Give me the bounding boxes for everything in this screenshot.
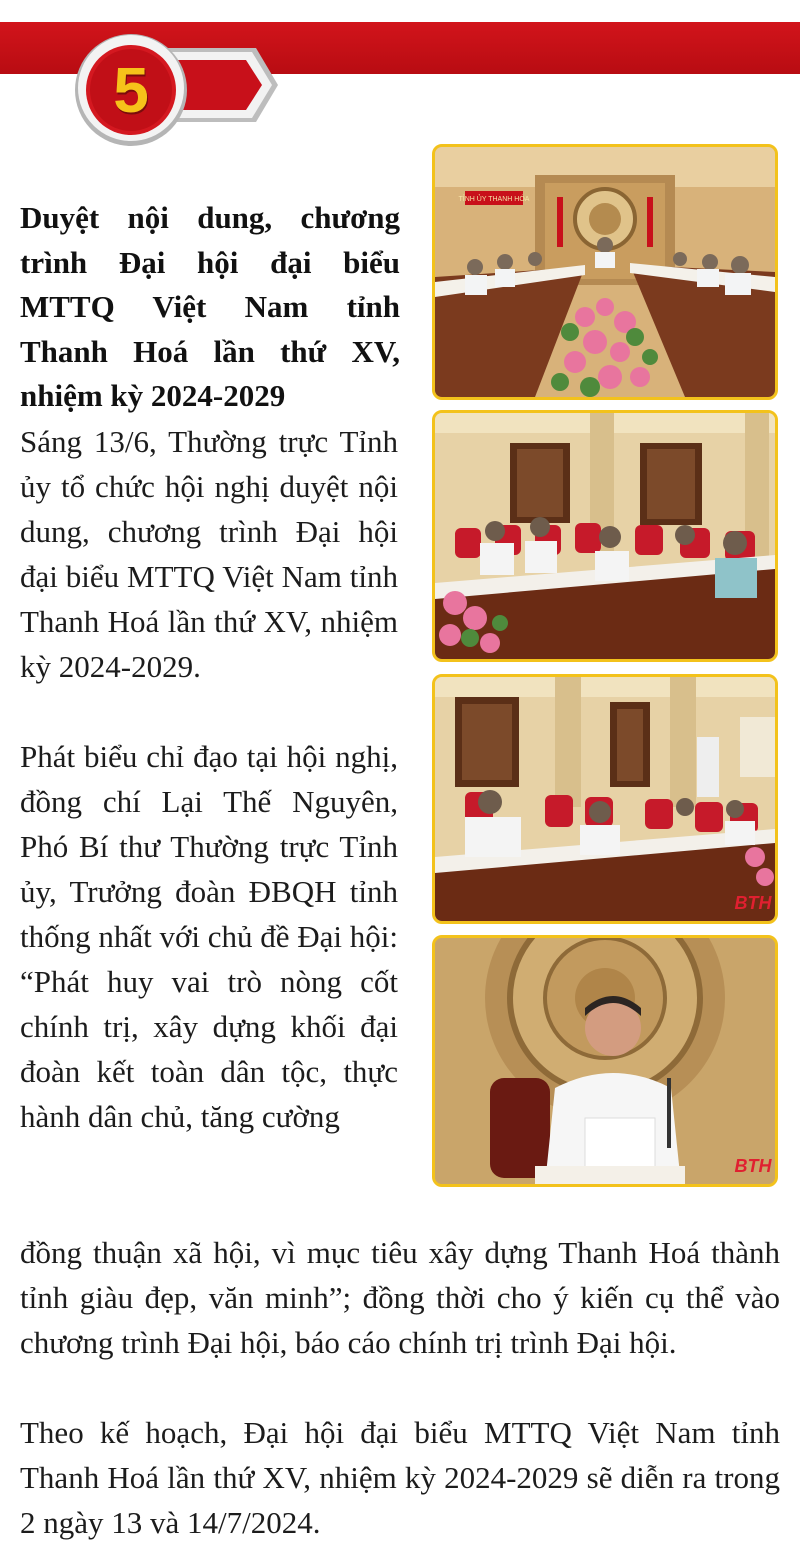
- paragraph-plan: Theo kế hoạch, Đại hội đại biểu MTTQ Việt Nam tỉnh Thanh Hoá lần thứ XV, nhiệm kỳ 2024-2029 sẽ diễn ra trong 2 ngày 13 và 14/7/2024.: [20, 1415, 780, 1540]
- bth-watermark: BTH: [734, 893, 772, 913]
- paragraph-directive-part1: Phát biểu chỉ đạo tại hội nghị, đồng chí Lại Thế Nguyên, Phó Bí thư Thường trực Tỉnh ủy, Trưởng đoàn ĐBQH tỉnh thống nhất với chủ đề Đại hội: “Phát huy vai trò nòng cốt chính trị, xây dựng khối đại đoàn kết toàn dân tộc, thực hành dân chủ, tăng cường: [20, 739, 398, 1134]
- article-title: Duyệt nội dung, chương trình Đại hội đại biểu MTTQ Việt Nam tỉnh Thanh Hoá lần thứ XV, nhiệm kỳ 2024-2029: [20, 200, 400, 413]
- section-badge: [70, 30, 280, 170]
- paragraph-directive-part2: đồng thuận xã hội, vì mục tiêu xây dựng Thanh Hoá thành tỉnh giàu đẹp, văn minh”; đồng thời cho ý kiến cụ thể vào chương trình Đại hội, báo cáo chính trị trình Đại hội.: [20, 1235, 780, 1360]
- bth-watermark: BTH: [734, 1156, 772, 1176]
- speaker-closeup-photo: [432, 935, 778, 1187]
- meeting-hall-overview-photo: [432, 144, 778, 400]
- hall-sign-text: TỈNH ỦY THANH HÓA: [458, 196, 530, 203]
- delegates-second-table-photo: [432, 674, 778, 924]
- delegates-table-photo: [432, 410, 778, 662]
- section-number: 5: [113, 54, 149, 126]
- paragraph-intro: Sáng 13/6, Thường trực Tỉnh ủy tổ chức hội nghị duyệt nội dung, chương trình Đại hội đại biểu MTTQ Việt Nam tỉnh Thanh Hoá lần thứ XV, nhiệm kỳ 2024-2029.: [20, 424, 398, 684]
